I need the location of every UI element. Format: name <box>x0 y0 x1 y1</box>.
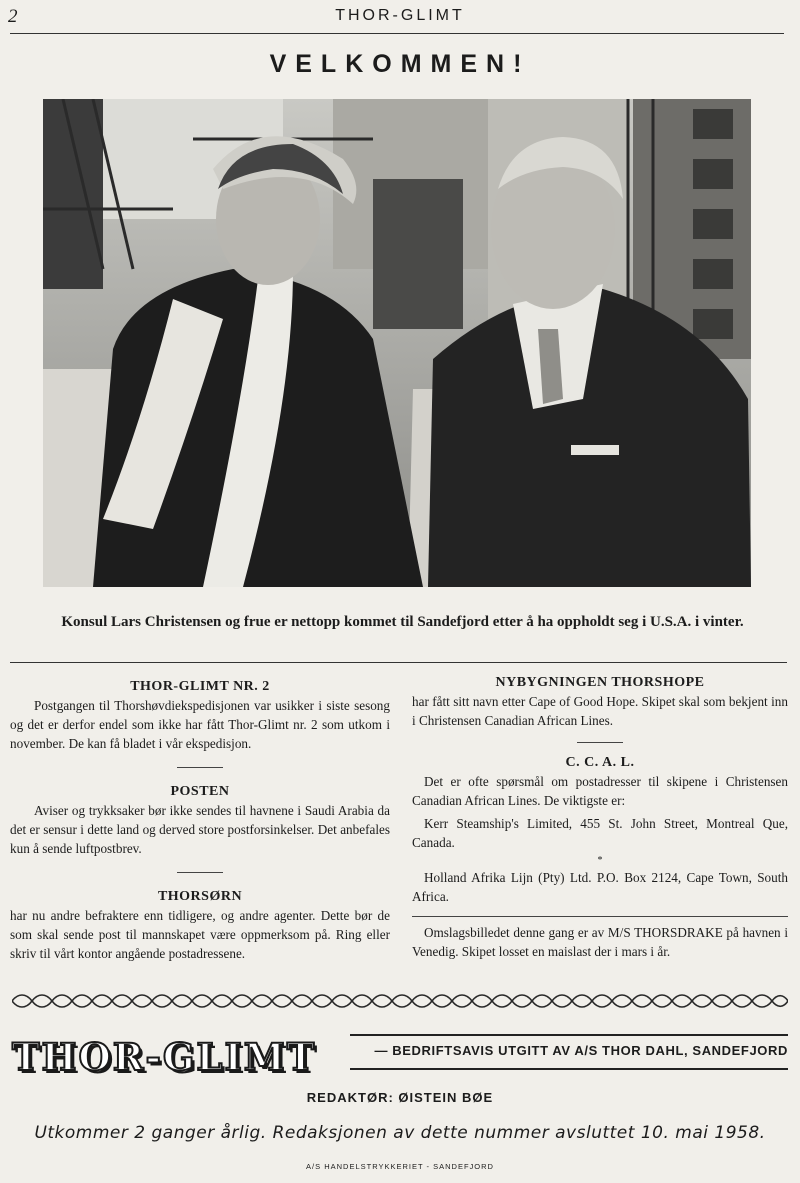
page-number: 2 <box>8 6 18 27</box>
photo-couple <box>43 99 751 587</box>
wave-border <box>12 992 788 1010</box>
address-line: Holland Afrika Lijn (Pty) Ltd. P.O. Box 2124, Cape Town, South Africa. <box>412 870 788 904</box>
left-column <box>10 677 390 963</box>
editor-line: REDAKTØR: ØISTEIN BØE <box>306 1090 494 1105</box>
right-column <box>412 673 788 961</box>
section-rule <box>10 662 787 663</box>
masthead-rule-bottom <box>350 1068 788 1070</box>
address-line: Kerr Steamship's Limited, 455 St. John Street, Montreal Que, Canada. <box>412 816 788 850</box>
article-body: Aviser og trykksaker bør ikke sendes til havnene i Saudi Arabia da det er sensur i dette land og derved store postforsinkelser. Det anbefales kun å sende luftpostbrev. <box>10 803 390 856</box>
headline: VELKOMMEN! <box>269 50 531 78</box>
printer-imprint: A/S HANDELSTRYKKERIET - SANDEFJORD <box>306 1162 494 1171</box>
article-body: har nu andre befraktere enn tidligere, og andre agenter. Dette bør de som skal sende post til mannskapet være oppmerksom på. Ring eller skriv til vårt kontor angående postadressene. <box>10 908 390 961</box>
article-title: NYBYGNINGEN THORSHOPE <box>495 675 705 690</box>
address-separator: * <box>597 855 603 866</box>
masthead-tagline: — BEDRIFTSAVIS UTGITT AV A/S THOR DAHL, SANDEFJORD <box>374 1043 788 1058</box>
article-title: POSTEN <box>170 784 230 799</box>
masthead-rule-top <box>350 1034 788 1036</box>
article-body: Det er ofte spørsmål om postadresser til skipene i Christensen Canadian African Lines. De viktigste er: <box>412 774 788 808</box>
article-body: Omslagsbilledet denne gang er av M/S THORSDRAKE på havnen i Venedig. Skipet losset en maislast der i mars i år. <box>412 925 788 959</box>
running-title: THOR-GLIMT <box>335 7 465 24</box>
article-body: har fått sitt navn etter Cape of Good Hope. Skipet skal som bekjent inn i Christensen Canadian African Lines. <box>412 694 788 728</box>
issue-note: Utkommer 2 ganger årlig. Redaksjonen av dette nummer avsluttet 10. mai 1958. <box>34 1123 766 1143</box>
masthead-logo: THOR-GLIMT <box>12 1035 317 1079</box>
article-title: THORSØRN <box>157 889 243 904</box>
article-body: Postgangen til Thorshøvdiekspedisjonen var usikker i siste sesong og det er derfor endel som ikke har fått Thor-Glimt nr. 2 som utkom i november. De kan få bladet i vår ekspedisjon. <box>10 698 390 751</box>
header-rule <box>10 33 784 34</box>
article-title: THOR-GLIMT NR. 2 <box>130 679 270 694</box>
article-title: C. C. A. L. <box>565 755 635 770</box>
photo-caption: Konsul Lars Christensen og frue er nettopp kommet til Sandefjord etter å ha oppholdt seg i U.S.A. i vinter. <box>61 614 744 630</box>
